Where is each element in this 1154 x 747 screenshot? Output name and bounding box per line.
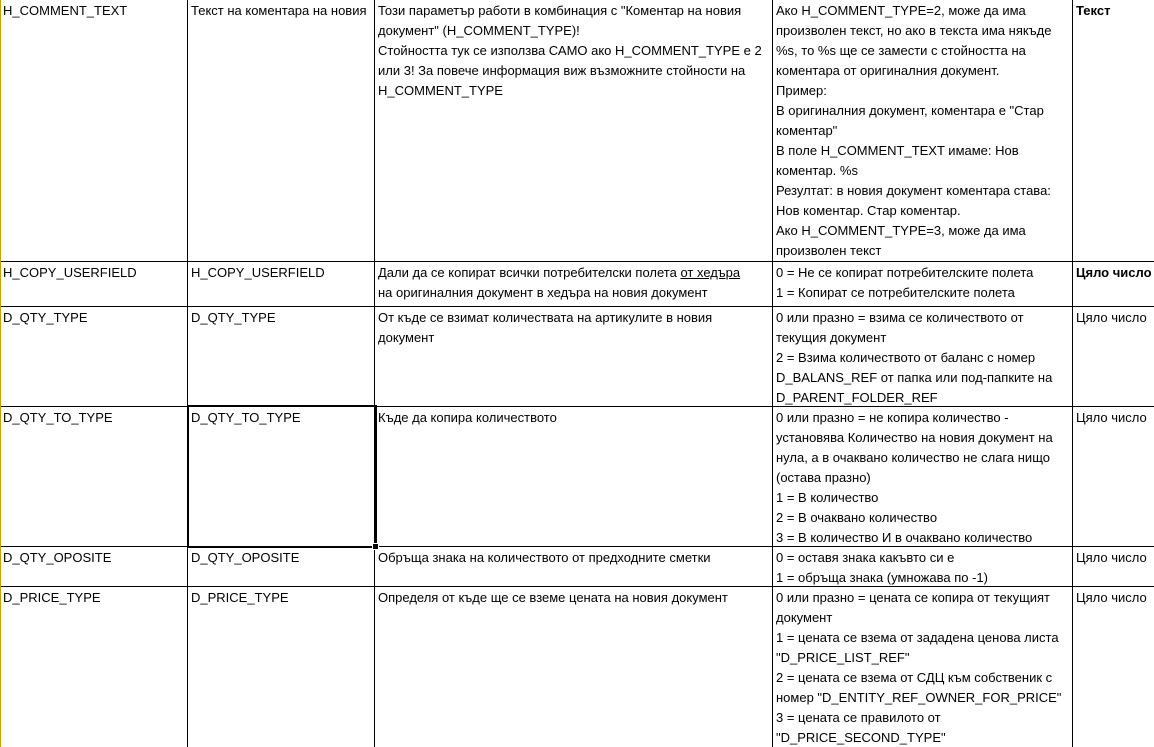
description-line: Определя от къде ще се вземе цената на новия документ	[378, 590, 728, 605]
value-line: документ	[776, 610, 833, 625]
description-line: или 3! За повече информация виж възможните стойности на	[378, 63, 746, 78]
description-line: H_COMMENT_TYPE	[378, 83, 503, 98]
description-line: Стойността тук се използва САМО ако H_COMMENT_TYPE е 2	[378, 43, 762, 58]
value-line: произволен текст	[776, 243, 882, 258]
description-line: документ" (H_COMMENT_TYPE)!	[378, 23, 580, 38]
values-cell[interactable]	[773, 407, 1073, 546]
value-line: 1 = обръща знака (умножава по -1)	[776, 570, 988, 585]
value-line: "D_PRICE_SECOND_TYPE"	[776, 730, 946, 745]
values-cell[interactable]	[773, 587, 1073, 747]
value-line: произволен текст, но ако в текста има някъде	[776, 23, 1052, 38]
value-line: номер "D_ENTITY_REF_OWNER_FOR_PRICE"	[776, 690, 1062, 705]
description-line: От къде се взимат количествата на артикулите в новия	[378, 310, 713, 325]
name-cell[interactable]: D_QTY_TYPE	[188, 307, 375, 406]
value-line: 3 = цената се правилото от	[776, 710, 941, 725]
type-cell[interactable]: Цяло число	[1076, 410, 1147, 425]
table-row	[0, 587, 1154, 747]
description-cell[interactable]	[375, 407, 773, 546]
param-cell[interactable]: H_COPY_USERFIELD	[0, 262, 188, 306]
description-line: Този параметър работи в комбинация с "Коментар на новия	[378, 3, 742, 18]
value-line: "D_PRICE_LIST_REF"	[776, 650, 910, 665]
type-cell[interactable]: Цяло число	[1076, 550, 1147, 565]
description-line: Обръща знака на количеството от предходните сметки	[378, 550, 711, 565]
value-line: D_PARENT_FOLDER_REF	[776, 390, 938, 405]
description-cell[interactable]	[375, 547, 773, 586]
type-cell[interactable]: Цяло число	[1076, 265, 1152, 280]
value-line: установява Количество на новия документ на	[776, 430, 1053, 445]
name-cell[interactable]: H_COPY_USERFIELD	[188, 262, 375, 306]
value-line: Нов коментар. Стар коментар.	[776, 203, 961, 218]
param-cell[interactable]: D_QTY_TYPE	[0, 307, 188, 406]
name-cell[interactable]: D_PRICE_TYPE	[188, 587, 375, 747]
value-line: 2 = В очаквано количество	[776, 510, 938, 525]
name-cell[interactable]: D_QTY_TO_TYPE	[188, 407, 375, 546]
value-line: Ако H_COMMENT_TYPE=2, може да има	[776, 3, 1026, 18]
value-line: текущия документ	[776, 330, 887, 345]
description-cell[interactable]	[375, 262, 773, 306]
value-line: 3 = В количество И в очаквано количество	[776, 530, 1033, 545]
table-row	[0, 307, 1154, 407]
values-cell[interactable]	[773, 307, 1073, 406]
value-line: 0 = оставя знака какъвто си е	[776, 550, 955, 565]
description-underlined-text: от хедъра	[680, 265, 741, 280]
description-cell[interactable]	[375, 587, 773, 747]
values-cell[interactable]	[773, 547, 1073, 586]
value-line: Ако H_COMMENT_TYPE=3, може да има	[776, 223, 1026, 238]
description-line: Къде да копира количеството	[378, 410, 557, 425]
description-line: документ	[378, 330, 435, 345]
table-row	[0, 547, 1154, 587]
value-line: нула, а в очаквано количество не слага нищо	[776, 450, 1050, 465]
param-cell[interactable]: D_PRICE_TYPE	[0, 587, 188, 747]
value-line: D_BALANS_REF от папка или под-папките на	[776, 370, 1053, 385]
value-line: Резултат: в новия документ коментара става:	[776, 183, 1051, 198]
name-cell[interactable]: D_QTY_OPOSITE	[188, 547, 375, 586]
sheet-left-edge	[0, 0, 1, 747]
description-line: на оригиналния документ в хедъра на новия документ	[378, 285, 708, 300]
table-row	[0, 407, 1154, 547]
param-cell[interactable]: D_QTY_OPOSITE	[0, 547, 188, 586]
values-cell[interactable]	[773, 0, 1073, 261]
param-cell[interactable]: D_QTY_TO_TYPE	[0, 407, 188, 546]
value-line: %s, то %s ще се замести с стойността на	[776, 43, 1026, 58]
value-line: 2 = цената се взема от СДЦ към собственик с	[776, 670, 1053, 685]
fill-handle[interactable]	[372, 543, 379, 550]
value-line: В поле H_COMMENT_TEXT имаме: Нов	[776, 143, 1019, 158]
value-line: 0 = Не се копират потребителските полета	[776, 265, 1034, 280]
description-cell[interactable]	[375, 0, 773, 261]
type-cell[interactable]: Текст	[1076, 3, 1111, 18]
value-line: коментар. %s	[776, 163, 858, 178]
description-cell[interactable]	[375, 307, 773, 406]
value-line: коментара от оригиналния документ.	[776, 63, 1000, 78]
values-cell[interactable]	[773, 262, 1073, 306]
value-line: 1 = В количество	[776, 490, 879, 505]
param-cell[interactable]: H_COMMENT_TEXT	[0, 0, 188, 261]
table-row	[0, 0, 1154, 262]
type-cell[interactable]: Цяло число	[1076, 590, 1147, 605]
value-line: 0 или празно = взима се количеството от	[776, 310, 1024, 325]
value-line: коментар"	[776, 123, 838, 138]
value-line: В оригиналния документ, коментара е "Стар	[776, 103, 1044, 118]
description-text: Дали да се копират всички потребителски полета	[378, 265, 681, 280]
value-line: Пример:	[776, 83, 827, 98]
table-row	[0, 262, 1154, 307]
value-line: 2 = Взима количеството от баланс с номер	[776, 350, 1036, 365]
value-line: 1 = Копират се потребителските полета	[776, 285, 1015, 300]
value-line: 0 или празно = цената се копира от текущият	[776, 590, 1051, 605]
value-line: 0 или празно = не копира количество -	[776, 410, 1009, 425]
value-line: 1 = цената се взема от зададена ценова листа	[776, 630, 1059, 645]
type-cell[interactable]: Цяло число	[1076, 310, 1147, 325]
value-line: (остава празно)	[776, 470, 871, 485]
name-cell[interactable]: Текст на коментара на новия	[188, 0, 375, 261]
description-line	[378, 263, 770, 283]
